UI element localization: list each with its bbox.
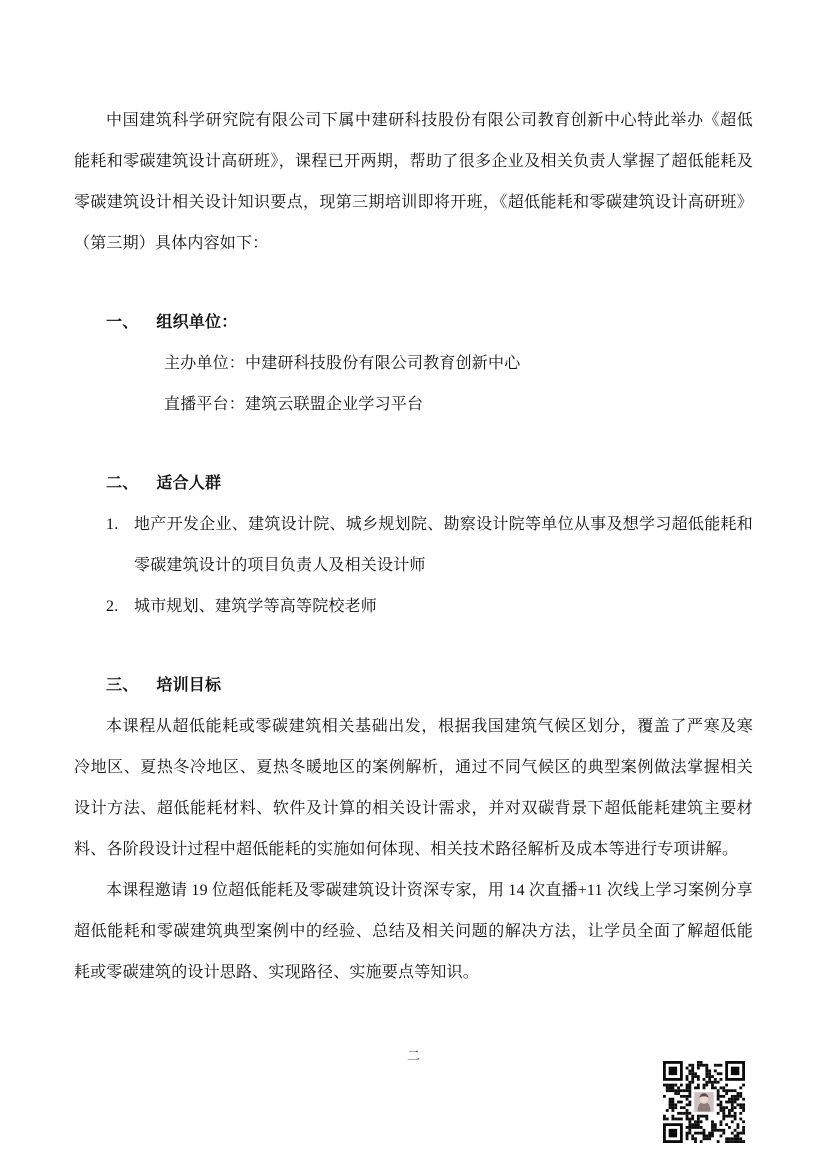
live-platform-line: 直播平台：建筑云联盟企业学习平台 (164, 396, 424, 413)
list-item (74, 504, 753, 586)
section-number: 二、 (106, 475, 139, 492)
list-item-text: 城市规划、建筑学等高等院校老师 (134, 598, 378, 615)
section-heading-audience (74, 463, 753, 504)
section-heading-goals (74, 665, 753, 706)
section-title: 组织单位： (156, 314, 238, 331)
list-marker: 1. (106, 516, 119, 533)
document-content (74, 100, 753, 993)
goals-paragraph-1: 本课程从超低能耗或零碳建筑相关基础出发，根据我国建筑气候区划分，覆盖了严寒及寒冷地区、夏热冬冷地区、夏热冬暖地区的案例解析，通过不同气候区的典型案例做法掌握相关设计方法、超低能耗材料、软件及计算的相关设计需求，并对双碳背景下超低能耗建筑主要材料、各阶段设计过程中超低能耗的实施如何体现、相关技术路径解析及成本等进行专项讲解。 (74, 718, 753, 858)
section-heading-organizers (74, 302, 753, 343)
section-number: 三、 (106, 677, 139, 694)
intro-paragraph: 中国建筑科学研究院有限公司下属中建研科技股份有限公司教育创新中心特此举办《超低能耗和零碳建筑设计高研班》，课程已开两期，帮助了很多企业及相关负责人掌握了超低能耗及零碳建筑设计相关设计知识要点，现第三期培训即将开班，《超低能耗和零碳建筑设计高研班》（第三期）具体内容如下： (74, 112, 753, 252)
list-marker: 2. (106, 598, 119, 615)
list-item-text: 地产开发企业、建筑设计院、城乡规划院、勘察设计院等单位从事及想学习超低能耗和零碳建筑设计的项目负责人及相关设计师 (134, 516, 753, 574)
section-title: 培训目标 (156, 677, 222, 694)
section-title: 适合人群 (156, 475, 222, 492)
goals-paragraph-2: 本课程邀请 19 位超低能耗及零碳建筑设计资深专家，用 14 次直播+11 次线上学习案例分享超低能耗和零碳建筑典型案例中的经验、总结及相关问题的解决方法，让学员全面了解超低能耗或零碳建筑的设计思路、实现路径、实施要点等知识。 (74, 882, 753, 981)
qr-code (663, 1061, 745, 1143)
page-number: 二 (406, 1048, 420, 1063)
list-item (74, 586, 753, 627)
qr-avatar (693, 1091, 715, 1113)
organizer-line: 主办单位：中建研科技股份有限公司教育创新中心 (164, 355, 521, 372)
section-number: 一、 (106, 314, 139, 331)
